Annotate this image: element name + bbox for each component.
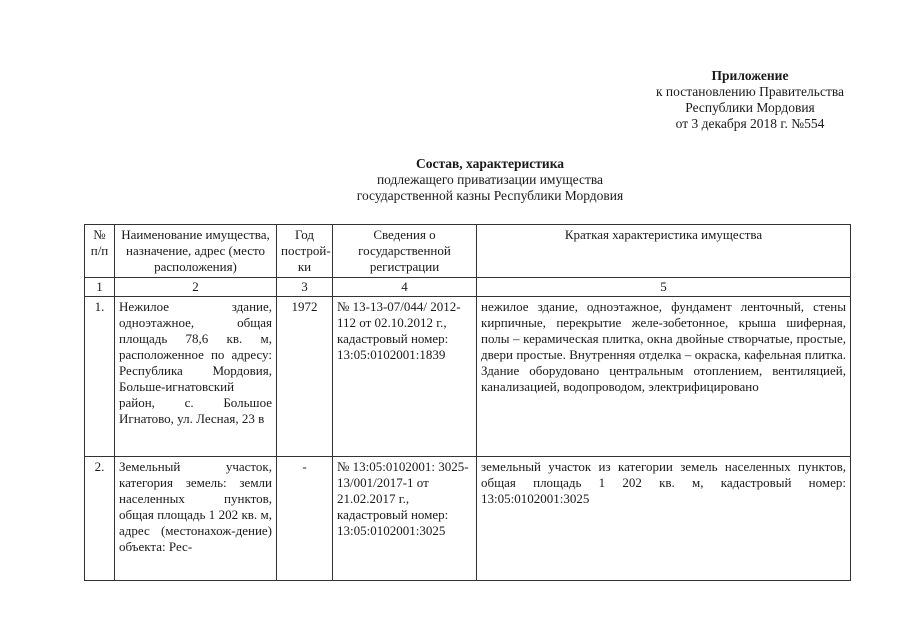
row-num: 1. bbox=[85, 297, 115, 457]
header-name: Наименование имущества, назначение, адрес (место расположения) bbox=[115, 225, 277, 278]
column-number: 1 bbox=[85, 278, 115, 297]
appendix-line-2: Республики Мордовия bbox=[685, 100, 815, 115]
row-name: Земельный участок, категория земель: земли населенных пунктов, общая площадь 1 202 кв. м, адрес (местонахож-дение) объекта: Рес- bbox=[115, 457, 277, 581]
column-number: 4 bbox=[333, 278, 477, 297]
header-num: № п/п bbox=[85, 225, 115, 278]
header-registration: Сведения о государственной регистрации bbox=[333, 225, 477, 278]
row-registration: № 13:05:0102001: 3025-13/001/2017-1 от 21.02.2017 г., кадастровый номер: 13:05:0102001:3025 bbox=[333, 457, 477, 581]
table-row bbox=[85, 457, 851, 581]
appendix-line-3: от 3 декабря 2018 г. №554 bbox=[675, 116, 825, 131]
appendix-title: Приложение bbox=[711, 68, 789, 83]
column-number: 3 bbox=[277, 278, 333, 297]
row-description: земельный участок из категории земель населенных пунктов, общая площадь 1 202 кв. м, кадастровый номер: 13:05:0102001:3025 bbox=[477, 457, 851, 581]
column-number: 2 bbox=[115, 278, 277, 297]
row-name: Нежилое здание, одноэтажное, общая площадь 78,6 кв. м, расположенное по адресу: Республика Мордовия, Больше-игнатовский район, с. Большое Игнатово, ул. Лесная, 23 в bbox=[115, 297, 277, 457]
header-year: Год построй-ки bbox=[277, 225, 333, 278]
header-description: Краткая характеристика имущества bbox=[477, 225, 851, 278]
column-number: 5 bbox=[477, 278, 851, 297]
row-num: 2. bbox=[85, 457, 115, 581]
heading-line-2: государственной казны Республики Мордовия bbox=[356, 188, 624, 203]
heading-title: Состав, характеристика bbox=[415, 156, 565, 171]
heading-line-1: подлежащего приватизации имущества bbox=[376, 172, 604, 187]
row-year: 1972 bbox=[277, 297, 333, 457]
property-table bbox=[84, 224, 851, 581]
appendix-block bbox=[620, 68, 880, 132]
document-heading bbox=[250, 156, 730, 204]
row-description: нежилое здание, одноэтажное, фундамент ленточный, стены кирпичные, перекрытие желе-зобетонное, крыша шиферная, полы – керамическая плитка, окна двойные створчатые, простые, двери простые. Внутренняя отделка – окраска, кафельная плитка. Здание оборудовано центральным отоплением, вентиляцией, канализацией, водопроводом, электрифицировано bbox=[477, 297, 851, 457]
table-row bbox=[85, 297, 851, 457]
appendix-line-1: к постановлению Правительства bbox=[655, 84, 845, 99]
row-registration: № 13-13-07/044/ 2012-112 от 02.10.2012 г., кадастровый номер: 13:05:0102001:1839 bbox=[333, 297, 477, 457]
table-header-row bbox=[85, 225, 851, 278]
column-number-row bbox=[85, 278, 851, 297]
row-year: - bbox=[277, 457, 333, 581]
